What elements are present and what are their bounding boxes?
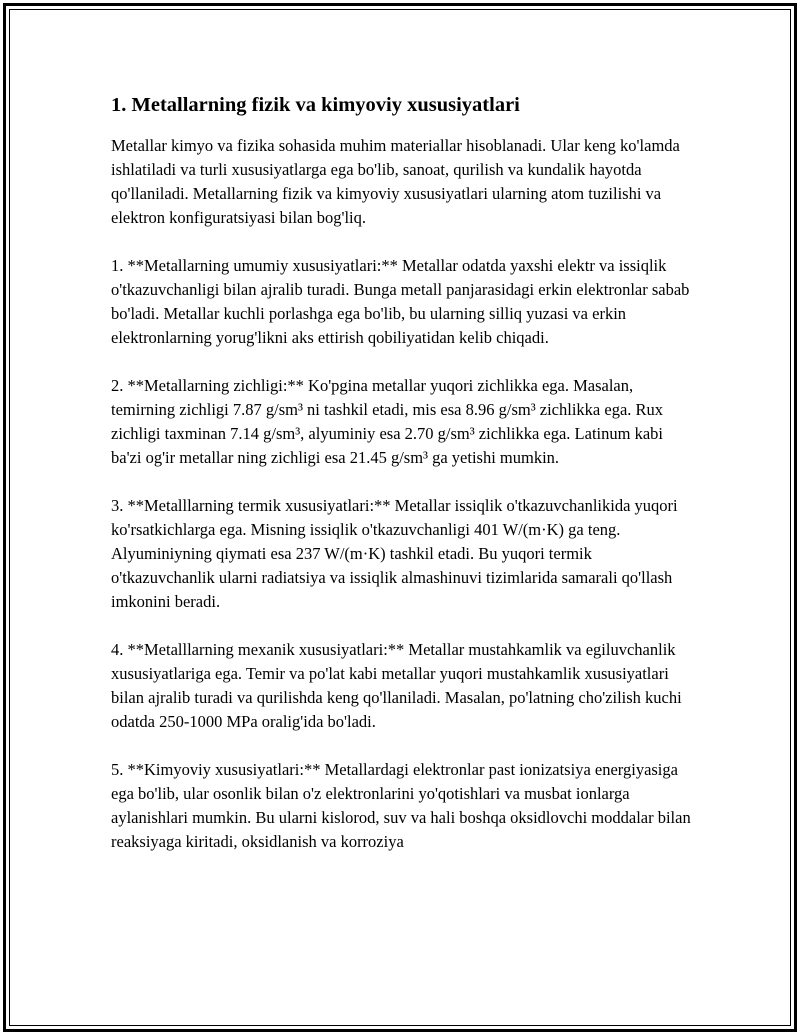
paragraph-thermal-properties: 3. **Metalllarning termik xususiyatlari:** Metallar issiqlik o'tkazuvchanlikida yuqori ko'rsatkichlarga ega. Misning issiqlik o'tkazuvchanligi 401 W/(m·K) ga teng. Alyuminiyning qiymati esa 237 W/(m·K) tashkil etadi. Bu yuqori termik o'tkazuvchanlik ularni radiatsiya va issiqlik almashinuvi tizimlarida samarali qo'llash imkonini beradi. [111, 496, 678, 611]
paragraph-general-properties: 1. **Metallarning umumiy xususiyatlari:** Metallar odatda yaxshi elektr va issiqlik o'tkazuvchanligi bilan ajralib turadi. Bunga metall panjarasidagi erkin elektronlar sabab bo'ladi. Metallar kuchli porlashga ega bo'lib, bu ularning silliq yuzasi va erkin elektronlarning yorug'likni aks ettirish qobiliyatidan kelib chiqadi. [111, 256, 690, 347]
paragraph-density: 2. **Metallarning zichligi:** Ko'pgina metallar yuqori zichlikka ega. Masalan, temirning zichligi 7.87 g/sm³ ni tashkil etadi, mis esa 8.96 g/sm³ zichlikka ega. Rux zichligi taxminan 7.14 g/sm³, alyuminiy esa 2.70 g/sm³ zichlikka ega. Latinum kabi ba'zi og'ir metallar ning zichligi esa 21.45 g/sm³ ga yetishi mumkin. [111, 376, 664, 467]
paragraph-chemical-properties: 5. **Kimyoviy xususiyatlari:** Metallardagi elektronlar past ionizatsiya energiyasiga ega bo'lib, ular osonlik bilan o'z elektronlarini yo'qotishlari va musbat ionlarga aylanishlari mumkin. Bu ularni kislorod, suv va hali boshqa oksidlovchi moddalar bilan reaksiyaga kiritadi, oksidlanish va korroziya [111, 760, 691, 851]
document-title: 1. Metallarning fizik va kimyoviy xususiyatlari [111, 94, 520, 116]
paragraph-mechanical-properties: 4. **Metalllarning mexanik xususiyatlari:** Metallar mustahkamlik va egiluvchanlik xususiyatlariga ega. Temir va po'lat kabi metallar yuqori mustahkamlik xususiyatlari bilan ajralib turadi va qurilishda keng qo'llaniladi. Masalan, po'latning cho'zilish kuchi odatda 250-1000 MPa oralig'ida bo'ladi. [111, 640, 682, 731]
intro-paragraph: Metallar kimyo va fizika sohasida muhim materiallar hisoblanadi. Ular keng ko'lamda ishlatiladi va turli xususiyatlarga ega bo'lib, sanoat, qurilish va kundalik hayotda qo'llaniladi. Metallarning fizik va kimyoviy xususiyatlari ularning atom tuzilishi va elektron konfiguratsiyasi bilan bog'liq. [111, 136, 680, 227]
document-body [111, 92, 691, 878]
